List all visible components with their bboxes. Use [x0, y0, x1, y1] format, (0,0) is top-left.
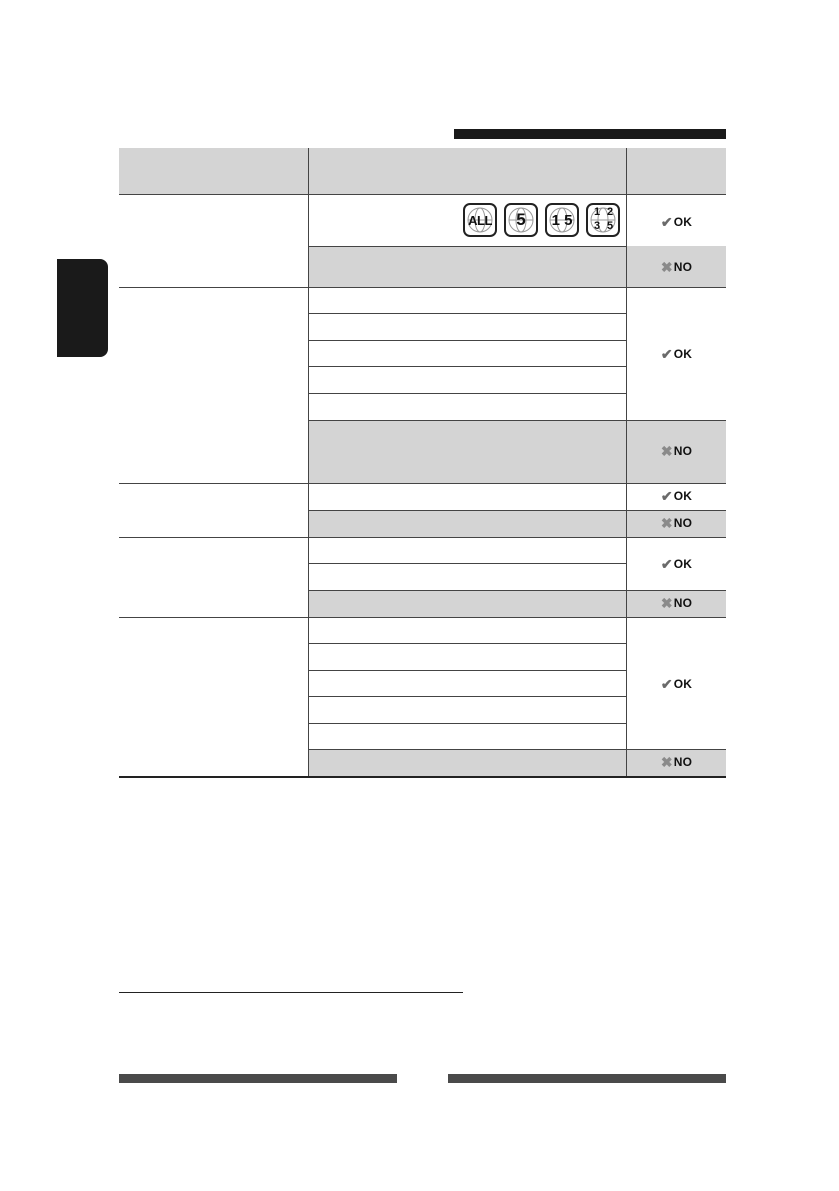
header-col-format — [309, 148, 626, 194]
footnote-rule — [119, 992, 463, 993]
no-badge: ✖ NO — [660, 753, 693, 770]
row-divider — [119, 194, 726, 195]
check-icon: ✔ — [660, 555, 673, 572]
compatibility-table — [119, 148, 726, 777]
section-header-bar — [454, 129, 726, 139]
cross-icon: ✖ — [660, 442, 673, 459]
ok-badge: ✔ OK — [660, 487, 693, 504]
cross-icon: ✖ — [660, 594, 673, 611]
ok-badge: ✔ OK — [660, 555, 693, 572]
row-divider — [119, 617, 726, 618]
ok-badge: ✔ OK — [660, 675, 693, 692]
sub-row-divider — [309, 563, 626, 564]
region-all-icon: ALL — [463, 203, 497, 237]
sub-row-divider — [309, 246, 626, 247]
ok-badge: ✔ OK — [660, 345, 693, 362]
language-side-tab — [57, 259, 108, 357]
row-divider — [119, 287, 726, 288]
check-icon: ✔ — [660, 213, 673, 230]
check-icon: ✔ — [660, 487, 673, 504]
column-divider — [308, 148, 309, 776]
cross-icon: ✖ — [660, 258, 673, 275]
header-col-type — [119, 148, 308, 194]
row-divider — [119, 537, 726, 538]
footer-bar-left — [119, 1074, 397, 1083]
sub-row-divider — [309, 723, 626, 724]
check-icon: ✔ — [660, 675, 673, 692]
region-1-5-icon: 1 5 — [545, 203, 579, 237]
sub-row-divider — [309, 313, 626, 314]
sub-row-divider — [309, 393, 626, 394]
sub-row-divider — [309, 340, 626, 341]
table-bottom-rule — [119, 776, 726, 778]
cross-icon: ✖ — [660, 514, 673, 531]
sub-row-divider — [309, 696, 626, 697]
check-icon: ✔ — [660, 345, 673, 362]
sub-row-divider — [309, 643, 626, 644]
footer-bar-right — [448, 1074, 726, 1083]
sub-row-divider — [309, 366, 626, 367]
no-badge: ✖ NO — [660, 442, 693, 459]
sub-row-divider — [309, 420, 726, 421]
region-multi-icon: 1 2 3 5 — [586, 203, 620, 237]
sub-row-divider — [309, 670, 626, 671]
no-badge: ✖ NO — [660, 514, 693, 531]
ok-badge: ✔ OK — [660, 213, 693, 230]
header-col-playable — [627, 148, 726, 194]
region-5-icon: 5 — [504, 203, 538, 237]
cross-icon: ✖ — [660, 753, 673, 770]
no-badge: ✖ NO — [660, 594, 693, 611]
no-badge: ✖ NO — [660, 258, 693, 275]
